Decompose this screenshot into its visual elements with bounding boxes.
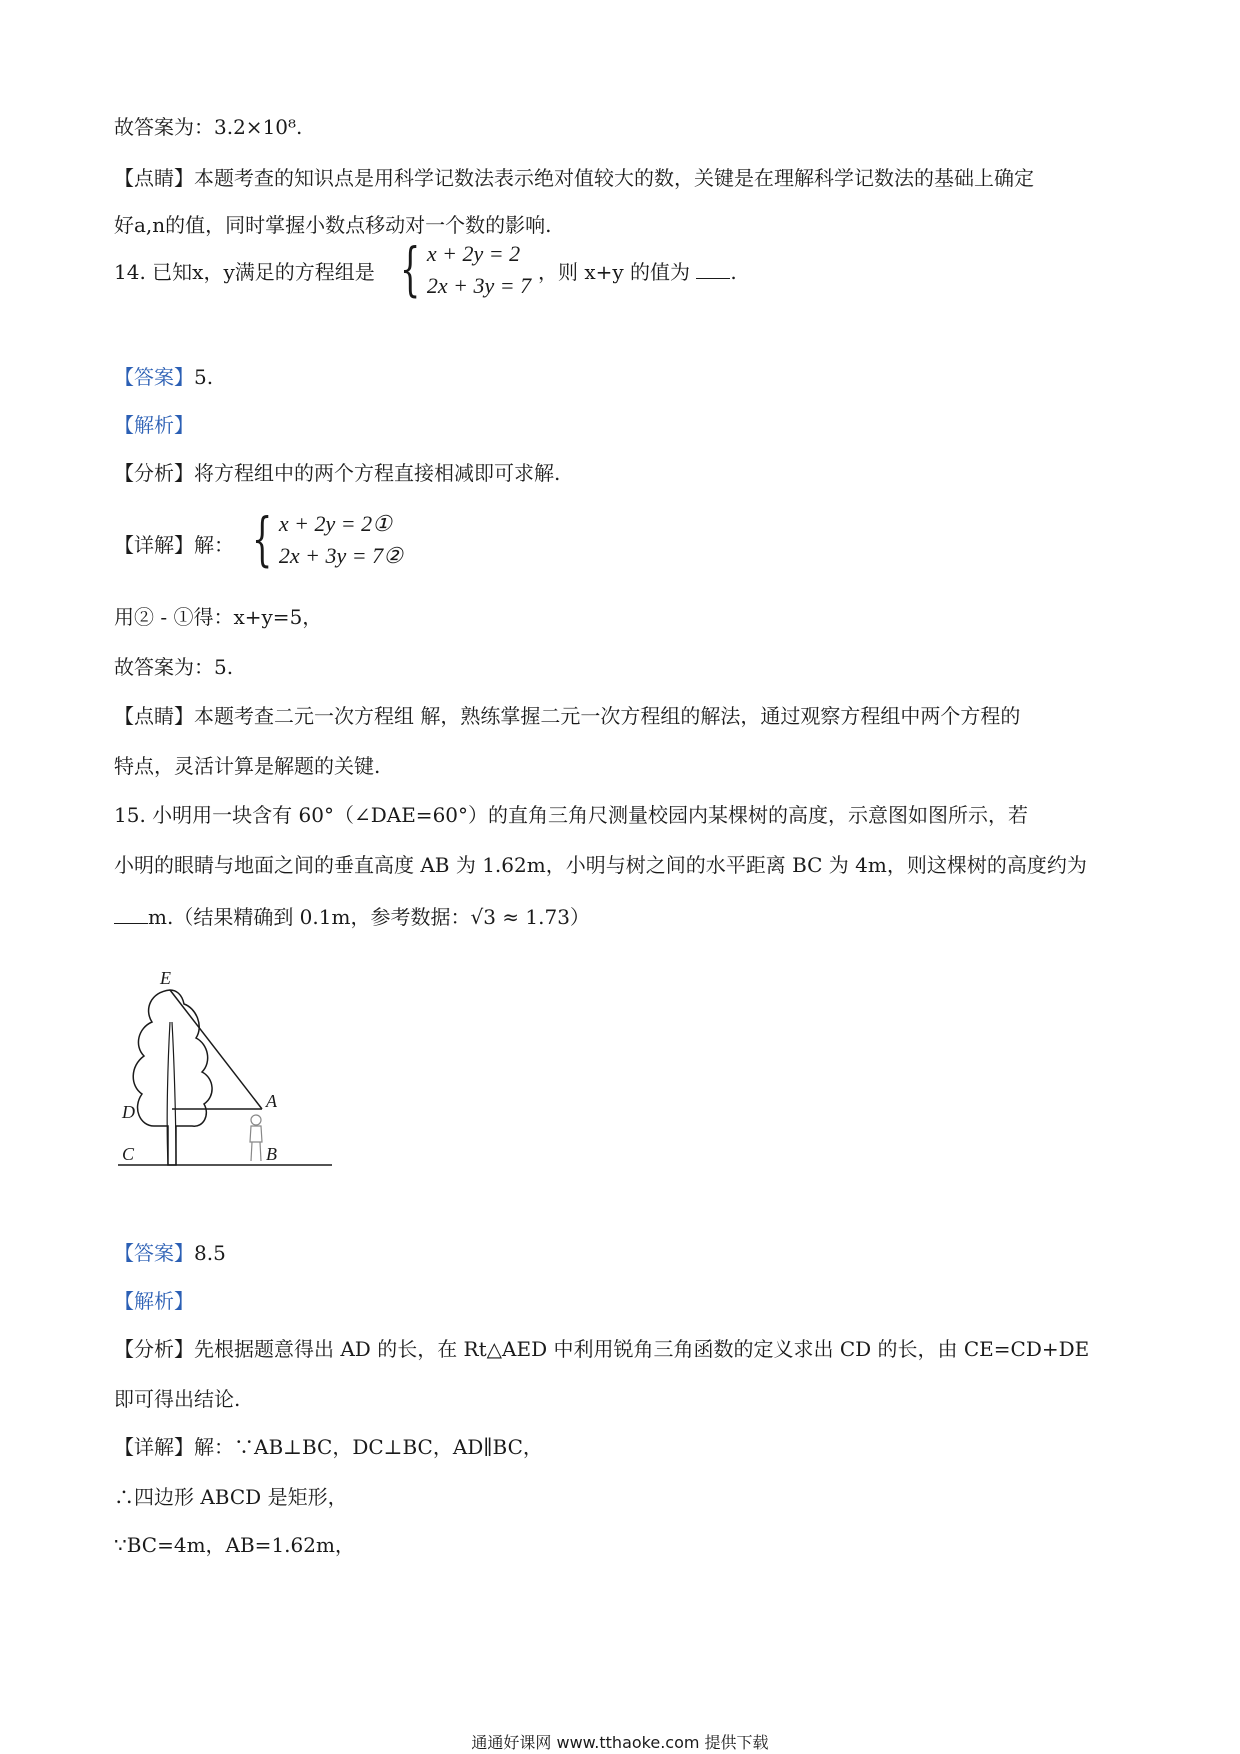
q14-stem-suffix: ，则 x+y 的值为 . xyxy=(538,260,737,284)
sight-line-EA xyxy=(170,990,262,1109)
label-A: A xyxy=(266,1091,277,1111)
q14-eq2: 2x + 3y = 7 xyxy=(426,273,532,298)
q14-stem-prefix: 14. 已知x，y满足的方程组是 xyxy=(114,260,375,284)
label-C: C xyxy=(122,1144,135,1164)
q14-comment-line2: 特点，灵活计算是解题的关键. xyxy=(114,754,381,778)
q14-fenxi-line: 【分析】将方程组中的两个方程直接相减即可求解. xyxy=(114,461,561,485)
q14-solution-system: { x + 2y = 2① 2x + 3y = 7② xyxy=(252,505,403,573)
q14-eq1: x + 2y = 2 xyxy=(426,241,521,266)
q15-fenxi-line2: 即可得出结论. xyxy=(114,1387,241,1411)
label-D: D xyxy=(122,1102,135,1122)
label-B: B xyxy=(266,1144,277,1164)
q13-comment-line2: 好a,n的值，同时掌握小数点移动对一个数的影响. xyxy=(114,213,552,237)
q14-eq1-marked: x + 2y = 2① xyxy=(278,511,392,536)
q14-answer-line xyxy=(114,362,213,392)
q15-xiangjie-line1: 【详解】解：∵AB⊥BC，DC⊥BC，AD∥BC， xyxy=(114,1435,543,1459)
answer-tag: 【答案】 xyxy=(114,1241,194,1265)
q15-answer-line xyxy=(114,1238,226,1268)
q15-stem-line2: 小明的眼睛与地面之间的垂直高度 AB 为 1.62m，小明与树之间的水平距离 BC 为 4m，则这棵树的高度约为 xyxy=(114,853,1087,877)
q14-eq2-marked: 2x + 3y = 7② xyxy=(278,543,403,568)
q15-analysis-tag: 【解析】 xyxy=(114,1289,194,1313)
comment-tag: 【点睛】 xyxy=(114,166,194,190)
q15-fenxi-line1: 【分析】先根据题意得出 AD 的长，在 Rt△AED 中利用锐角三角函数的定义求出 CD 的长，由 CE=CD+DE xyxy=(114,1337,1090,1361)
label-E: E xyxy=(160,968,171,988)
page-footer: 通通好课网 www.tthaoke.com 提供下载 xyxy=(471,1733,769,1752)
q15-xiangjie-line2: ∴四边形 ABCD 是矩形， xyxy=(114,1485,348,1509)
q15-answer-value: 8.5 xyxy=(194,1241,226,1265)
person-figure xyxy=(250,1115,262,1161)
q14-comment-line1: 【点睛】本题考查二元一次方程组 解，熟练掌握二元一次方程组的解法，通过观察方程组中两个方程的 xyxy=(114,704,1021,728)
q14-analysis-tag: 【解析】 xyxy=(114,413,194,437)
q15-stem-line1: 15. 小明用一块含有 60°（∠DAE=60°）的直角三角尺测量校园内某棵树的高度，示意图如图所示，若 xyxy=(114,803,1029,827)
q15-stem-line3: m.（结果精确到 0.1m，参考数据：√3 ≈ 1.73） xyxy=(114,902,590,932)
answer-blank xyxy=(696,260,730,279)
q13-answer-line: 故答案为：3.2×10⁸. xyxy=(114,115,303,139)
q14-answer-value: 5. xyxy=(194,365,214,389)
q14-step1: 用② - ①得：x+y=5， xyxy=(114,605,323,629)
answer-tag: 【答案】 xyxy=(114,365,194,389)
q14-equation-system: { x + 2y = 2 2x + 3y = 7 xyxy=(400,235,532,303)
q14-step2: 故答案为：5. xyxy=(114,655,234,679)
answer-blank xyxy=(114,905,148,924)
tree-canopy xyxy=(133,990,212,1165)
tree-measurement-figure xyxy=(110,968,350,1178)
q15-xiangjie-line3: ∵BC=4m，AB=1.62m， xyxy=(114,1533,355,1557)
q14-xiangjie-line: 【详解】解： xyxy=(114,533,234,557)
q13-comment-line1: 【点睛】本题考查的知识点是用科学记数法表示绝对值较大的数，关键是在理解科学记数法的基础上确定 xyxy=(114,166,1034,190)
